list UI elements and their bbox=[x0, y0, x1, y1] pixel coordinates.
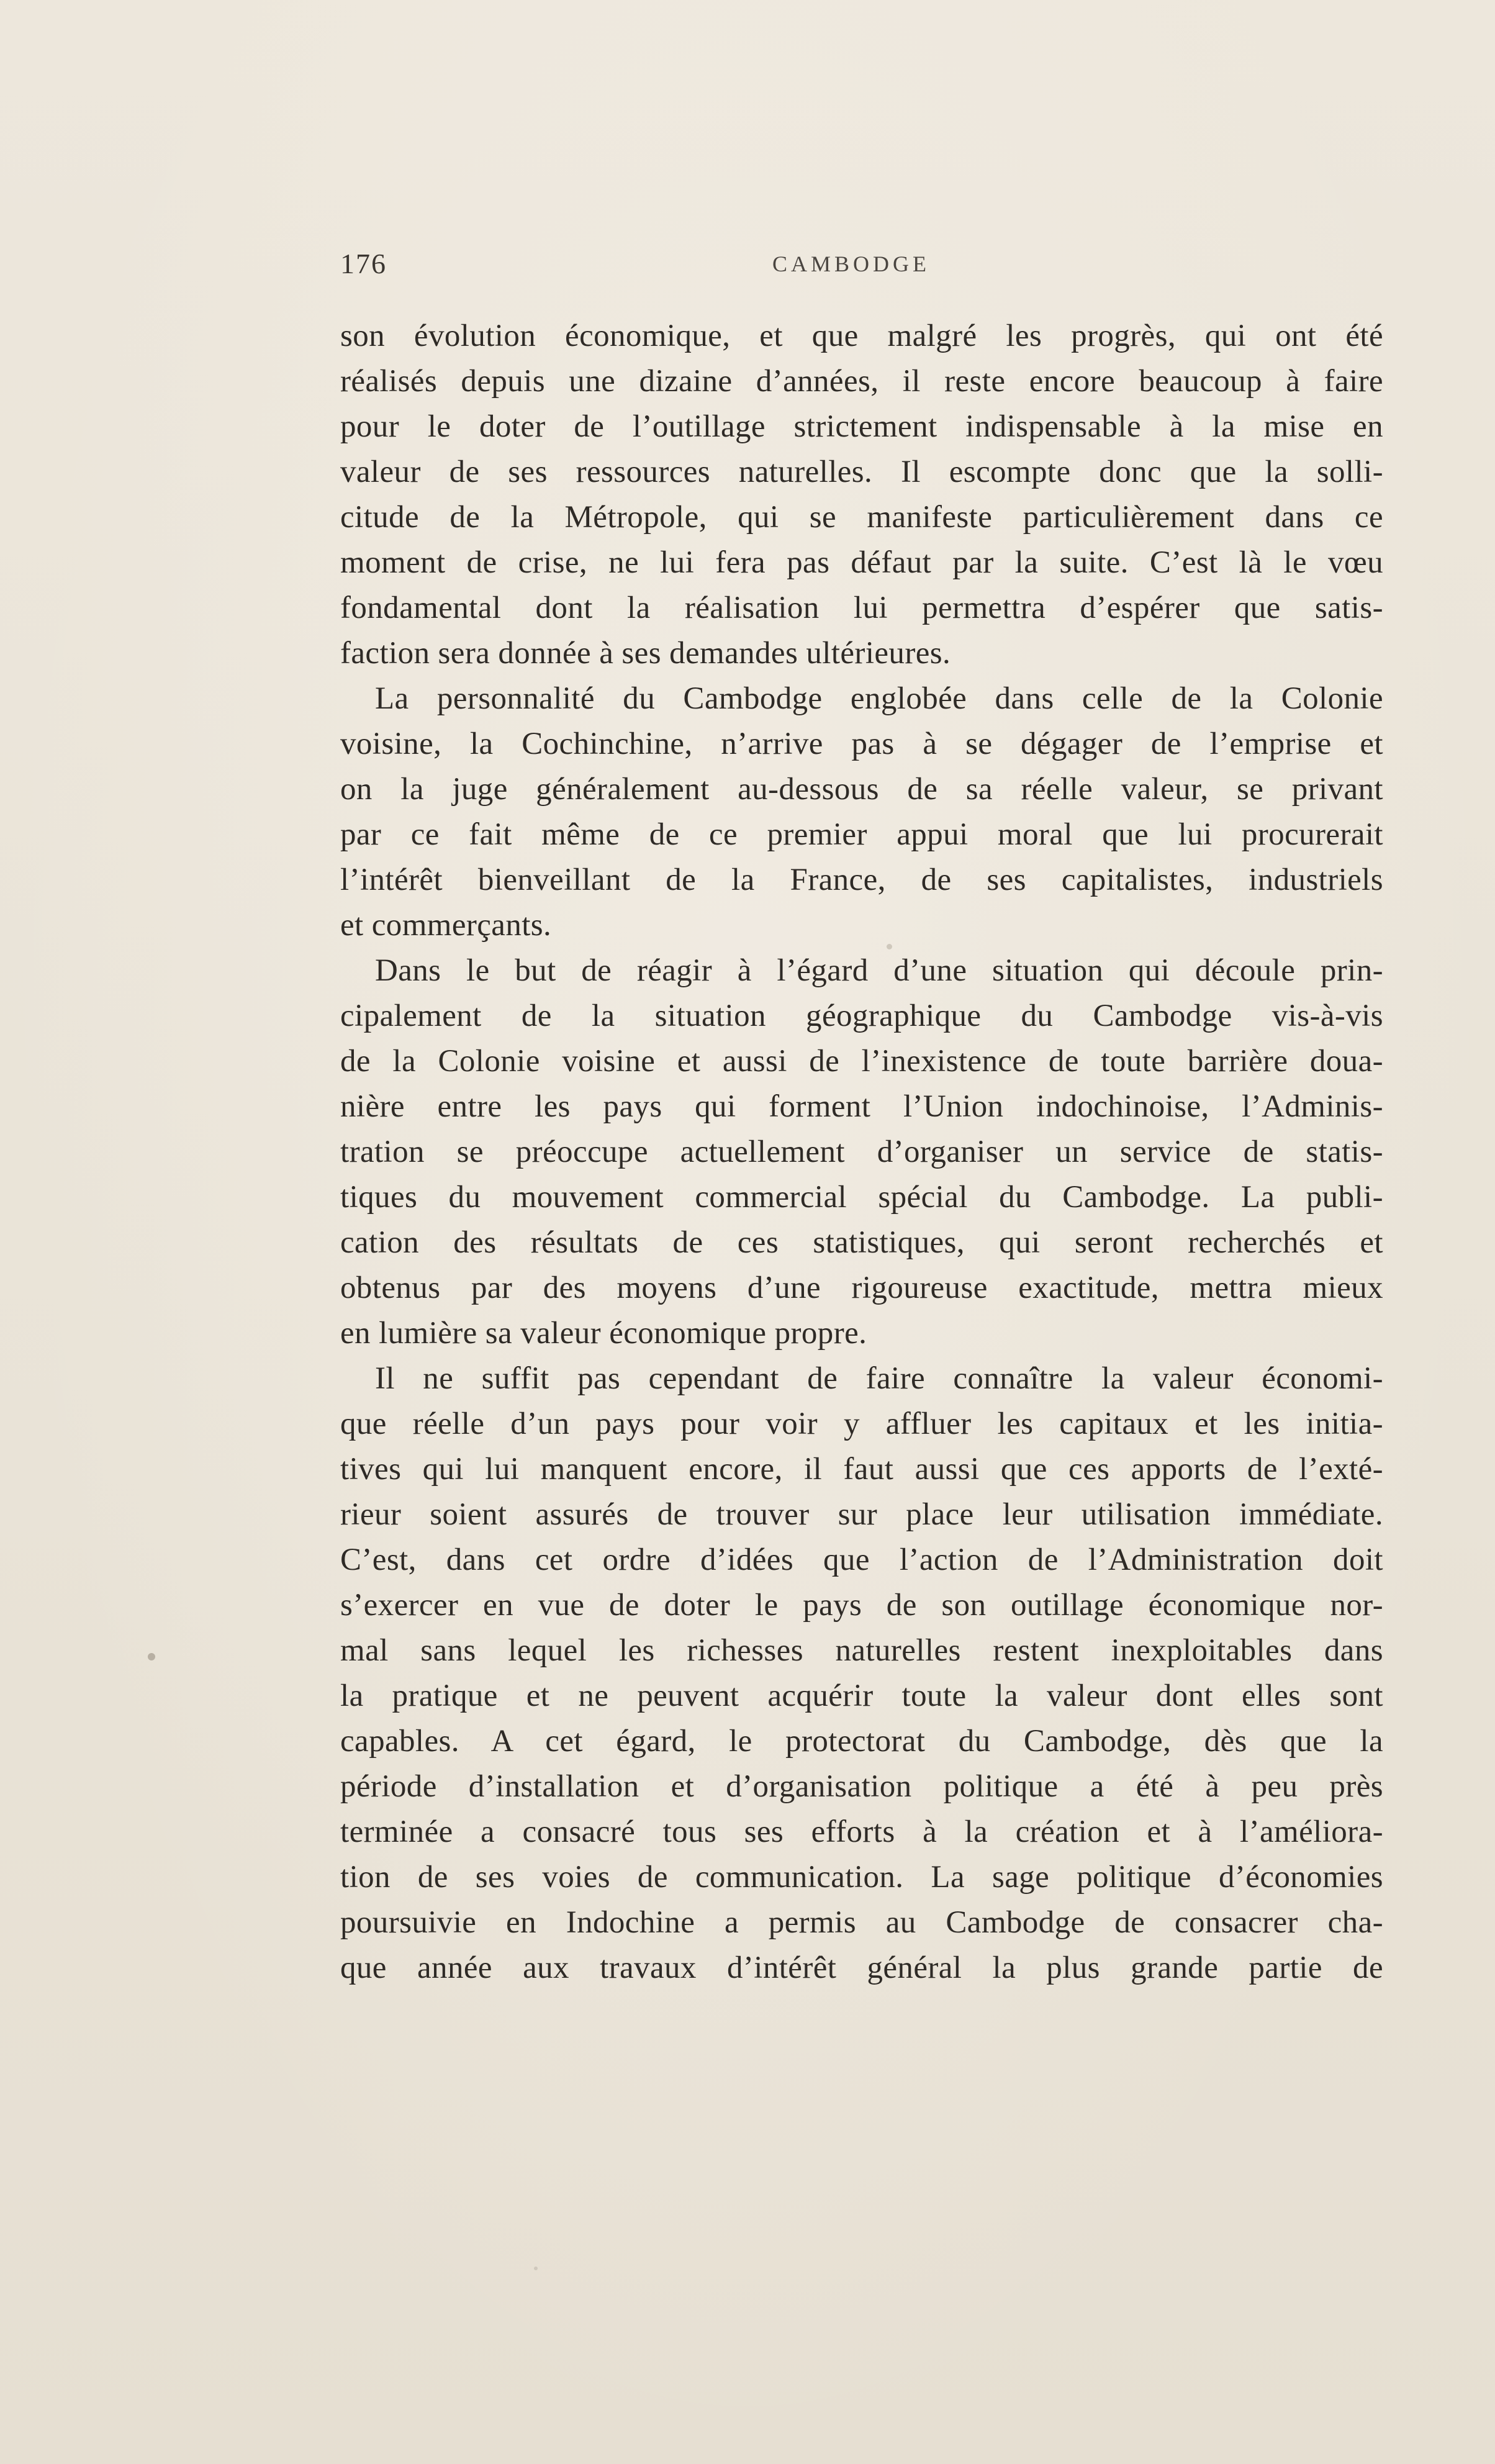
text-line: C’est, dans cet ordre d’idées que l’action de l’Administration doit bbox=[340, 1542, 1383, 1577]
text-line: tration se préoccupe actuellement d’organiser un service de statis- bbox=[340, 1135, 1383, 1169]
text-line: moment de crise, ne lui fera pas défaut par la suite. C’est là le vœu bbox=[340, 545, 1383, 580]
text-line: que année aux travaux d’intérêt général la plus grande partie de bbox=[340, 1950, 1383, 1985]
text-line: s’exercer en vue de doter le pays de son outillage économique nor- bbox=[340, 1588, 1383, 1623]
text-line: faction sera donnée à ses demandes ultérieures. bbox=[340, 636, 951, 671]
text-line: tiques du mouvement commercial spécial du Cambodge. La publi- bbox=[340, 1180, 1383, 1215]
text-line: capables. A cet égard, le protectorat du Cambodge, dès que la bbox=[340, 1724, 1383, 1759]
text-line: période d’installation et d’organisation politique a été à peu près bbox=[340, 1769, 1383, 1804]
text-line: cation des résultats de ces statistiques, qui seront recherchés et bbox=[340, 1225, 1383, 1260]
text-line: obtenus par des moyens d’une rigoureuse exactitude, mettra mieux bbox=[340, 1270, 1383, 1305]
text-line: que réelle d’un pays pour voir y affluer les capitaux et les initia- bbox=[340, 1406, 1383, 1441]
text-line: voisine, la Cochinchine, n’arrive pas à se dégager de l’emprise et bbox=[340, 727, 1383, 761]
text-line: on la juge généralement au-dessous de sa réelle valeur, se privant bbox=[340, 772, 1383, 807]
text-line: en lumière sa valeur économique propre. bbox=[340, 1316, 867, 1351]
text-line: l’intérêt bienveillant de la France, de ses capitalistes, industriels bbox=[340, 863, 1383, 897]
paragraph-start-line: Il ne suffit pas cependant de faire connaître la valeur économi- bbox=[375, 1361, 1383, 1396]
text-line: mal sans lequel les richesses naturelles restent inexploitables dans bbox=[340, 1633, 1383, 1668]
paragraph-start-line: Dans le but de réagir à l’égard d’une situation qui découle prin- bbox=[375, 953, 1383, 988]
text-line: terminée a consacré tous ses efforts à la création et à l’améliora- bbox=[340, 1814, 1383, 1849]
text-line: rieur soient assurés de trouver sur place leur utilisation immédiate. bbox=[340, 1497, 1383, 1532]
text-line: cipalement de la situation géographique du Cambodge vis-à-vis bbox=[340, 999, 1383, 1033]
paper-speck bbox=[534, 2267, 538, 2270]
text-line: poursuivie en Indochine a permis au Cambodge de consacrer cha- bbox=[340, 1905, 1383, 1940]
text-line: tives qui lui manquent encore, il faut aussi que ces apports de l’exté- bbox=[340, 1452, 1383, 1487]
text-line: la pratique et ne peuvent acquérir toute la valeur dont elles sont bbox=[340, 1678, 1383, 1713]
text-line: valeur de ses ressources naturelles. Il escompte donc que la solli- bbox=[340, 455, 1383, 489]
paper-speck bbox=[887, 944, 892, 949]
text-line: de la Colonie voisine et aussi de l’inexistence de toute barrière doua- bbox=[340, 1044, 1383, 1079]
text-line: pour le doter de l’outillage strictement indispensable à la mise en bbox=[340, 409, 1383, 444]
page-number: 176 bbox=[340, 248, 387, 279]
paragraph-start-line: La personnalité du Cambodge englobée dans celle de la Colonie bbox=[375, 681, 1383, 716]
text-line: nière entre les pays qui forment l’Union indochinoise, l’Adminis- bbox=[340, 1089, 1383, 1124]
text-line: tion de ses voies de communication. La sage politique d’économies bbox=[340, 1860, 1383, 1895]
text-line: par ce fait même de ce premier appui moral que lui procurerait bbox=[340, 817, 1383, 852]
text-line: réalisés depuis une dizaine d’années, il reste encore beaucoup à faire bbox=[340, 364, 1383, 399]
text-line: son évolution économique, et que malgré les progrès, qui ont été bbox=[340, 319, 1383, 353]
body-text bbox=[340, 314, 1383, 1991]
text-line: et commerçants. bbox=[340, 908, 552, 943]
text-line: fondamental dont la réalisation lui permettra d’espérer que satis- bbox=[340, 591, 1383, 625]
paper-speck bbox=[148, 1653, 155, 1660]
running-head: CAMBODGE bbox=[772, 251, 931, 276]
text-line: citude de la Métropole, qui se manifeste particulièrement dans ce bbox=[340, 500, 1383, 535]
